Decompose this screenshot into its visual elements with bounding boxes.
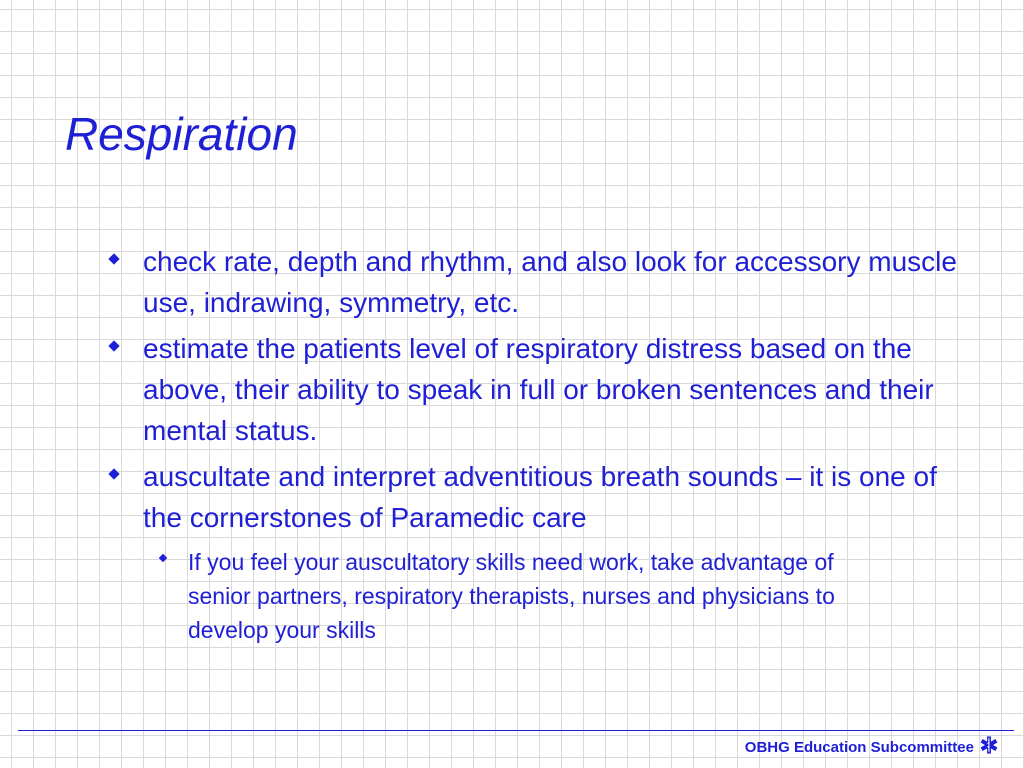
footer-text: OBHG Education Subcommittee bbox=[744, 739, 974, 756]
diamond-bullet-icon bbox=[108, 340, 119, 351]
star-of-life-icon bbox=[980, 736, 998, 759]
bullet-text: auscultate and interpret adventitious breath sounds – it is one of the cornerstones of Paramedic care bbox=[143, 461, 937, 533]
sub-bullet-item bbox=[108, 545, 988, 647]
bullet-item bbox=[108, 328, 988, 451]
bullet-item bbox=[108, 241, 988, 323]
bullet-list bbox=[108, 241, 988, 647]
diamond-bullet-icon bbox=[108, 253, 119, 264]
bullet-item bbox=[108, 456, 988, 538]
bullet-text: check rate, depth and rhythm, and also look for accessory muscle use, indrawing, symmetry, etc. bbox=[143, 246, 957, 318]
footer bbox=[745, 736, 998, 759]
diamond-bullet-icon bbox=[108, 468, 119, 479]
sub-bullet-text: If you feel your auscultatory skills need work, take advantage of senior partners, respiratory therapists, nurses and physicians to develop your skills bbox=[188, 549, 835, 643]
slide-title: Respiration bbox=[65, 108, 298, 160]
diamond-sub-bullet-icon bbox=[159, 554, 167, 562]
footer-divider bbox=[18, 730, 1014, 731]
bullet-text: estimate the patients level of respiratory distress based on the above, their ability to speak in full or broken sentences and their mental status. bbox=[143, 333, 934, 446]
